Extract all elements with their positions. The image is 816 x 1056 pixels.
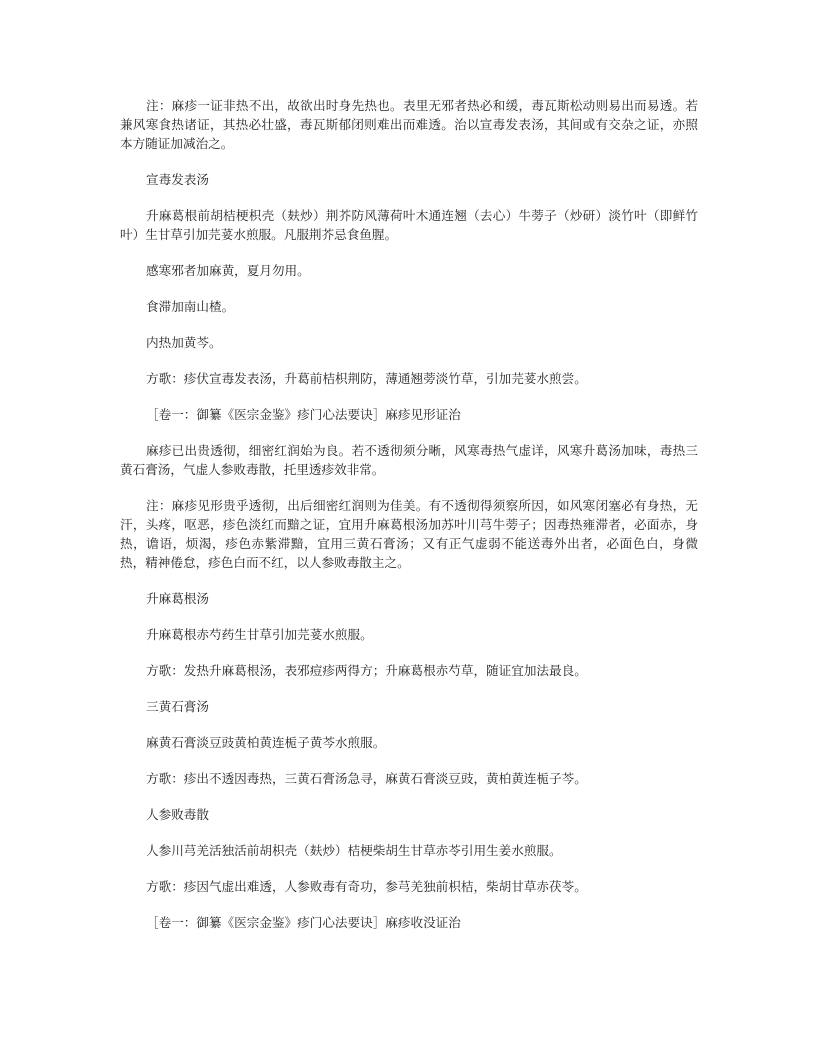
formula-heading: 三黄石膏汤	[146, 699, 209, 714]
formula-song: 方歌：疹出不透因毒热，三黄石膏汤急寻，麻黄石膏淡豆豉，黄柏黄连栀子芩。	[146, 771, 587, 786]
formula-song: 方歌：疹伏宣毒发表汤，升葛前桔枳荆防，薄通翘蒡淡竹草，引加芫荽水煎尝。	[146, 371, 587, 386]
formula-song: 方歌：疹因气虚出难透，人参败毒有奇功，参芎羌独前枳桔，柴胡甘草赤茯苓。	[146, 879, 587, 894]
verse-paragraph: 麻疹已出贵透彻，细密红润始为良。若不透彻须分晰，风寒毒热气虚详，风寒升葛汤加味，毒热三黄石膏汤，气虚人参败毒散，托里透疹效非常。	[120, 443, 698, 477]
formula-ingredients: 麻黄石膏淡豆豉黄柏黄连栀子黄芩水煎服。	[146, 735, 386, 750]
formula-heading: 升麻葛根汤	[146, 591, 209, 606]
modification-line: 食滞加南山楂。	[146, 299, 235, 314]
document-body	[120, 96, 698, 949]
section-heading: ［卷一：御纂《医宗金鉴》疹门心法要诀］麻疹收没证治	[146, 915, 461, 930]
modification-line: 感寒邪者加麻黄，夏月勿用。	[146, 263, 310, 278]
formula-heading: 宣毒发表汤	[146, 172, 209, 187]
formula-heading: 人参败毒散	[146, 807, 209, 822]
note-paragraph: 注：麻疹一证非热不出，故欲出时身先热也。表里无邪者热必和缓，毒瓦斯松动则易出而易透。若兼风寒食热诸证，其热必壮盛，毒瓦斯郁闭则难出而难透。治以宣毒发表汤，其间或有交杂之证，亦照本方随证加减治之。	[120, 98, 698, 151]
formula-ingredients: 人参川芎羌活独活前胡枳壳（麸炒）桔梗柴胡生甘草赤苓引用生姜水煎服。	[146, 843, 562, 858]
formula-ingredients: 升麻葛根赤芍药生甘草引加芫荽水煎服。	[146, 627, 373, 642]
modification-line: 内热加黄芩。	[146, 335, 222, 350]
formula-ingredients: 升麻葛根前胡桔梗枳壳（麸炒）荆芥防风薄荷叶木通连翘（去心）牛蒡子（炒研）淡竹叶（即鲜竹叶）生甘草引加芫荽水煎服。凡服荆芥忌食鱼腥。	[120, 208, 698, 242]
section-heading: ［卷一：御纂《医宗金鉴》疹门心法要诀］麻疹见形证治	[146, 407, 461, 422]
formula-song: 方歌：发热升麻葛根汤，表邪痘疹两得方；升麻葛根赤芍草，随证宜加法最良。	[146, 663, 587, 678]
note-paragraph: 注：麻疹见形贵乎透彻，出后细密红润则为佳美。有不透彻得须察所因，如风寒闭塞必有身热，无汗，头疼，呕恶，疹色淡红而黯之证，宜用升麻葛根汤加苏叶川芎牛蒡子；因毒热雍滞者，必面赤，身热，谵语，烦渴，疹色赤紫滞黯，宜用三黄石膏汤；又有正气虚弱不能送毒外出者，必面色白，身微热，精神倦怠，疹色白而不红，以人参败毒散主之。	[120, 498, 698, 570]
